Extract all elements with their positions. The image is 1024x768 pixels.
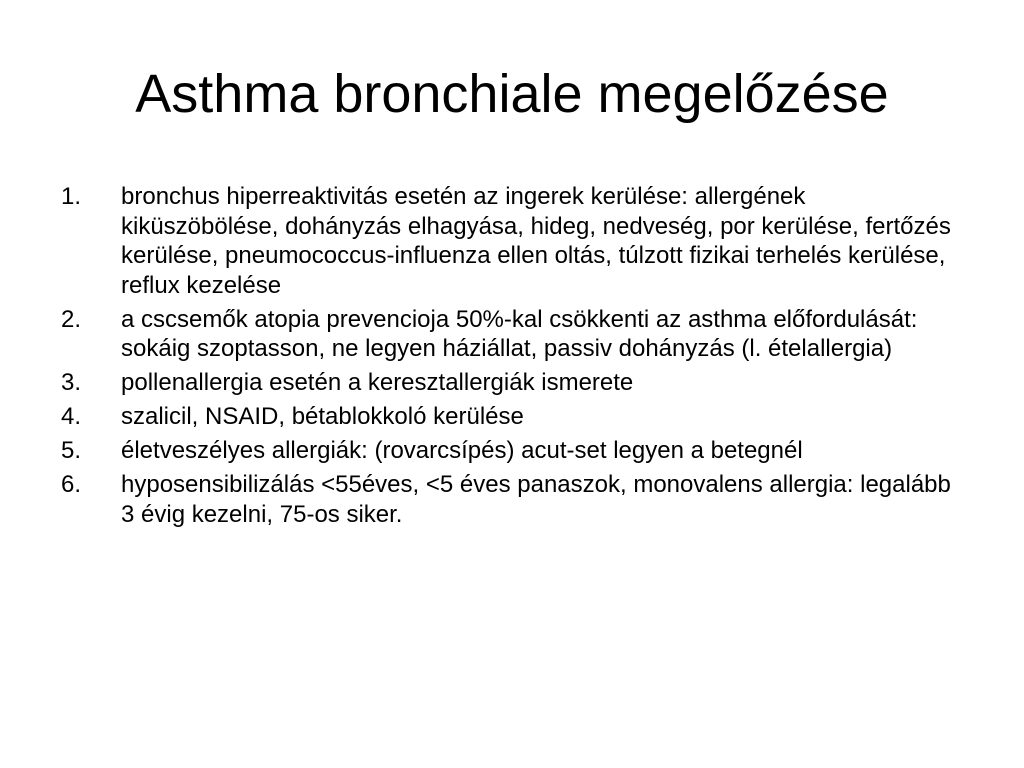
list-item: [61, 436, 961, 466]
list-item: [61, 470, 961, 529]
list-item: [61, 368, 961, 398]
numbered-list: [61, 182, 961, 534]
list-item-number: 4.: [61, 403, 82, 430]
list-item-text: pollenallergia esetén a keresztallergiák ismerete: [121, 369, 634, 396]
list-item: [61, 402, 961, 432]
list-item-text: szalicil, NSAID, bétablokkoló kerülése: [121, 403, 524, 430]
list-item-text: bronchus hiperreaktivitás esetén az ingerek kerülése: allergének kiküszöbölése, dohányzás elhagyása, hideg, nedveség, por kerülése, fertőzés kerülése, pneumococcus-influenza ellen oltás, túlzott fizikai terhelés kerülése, reflux kezelése: [121, 183, 951, 299]
list-item-number: 3.: [61, 369, 82, 396]
list-item-number: 1.: [61, 183, 82, 210]
list-item-text: hyposensibilizálás <55éves, <5 éves panaszok, monovalens allergia: legalább 3 évig kezelni, 75-os siker.: [121, 471, 951, 528]
list-item-number: 2.: [61, 305, 82, 333]
list-item-text: életveszélyes allergiák: (rovarcsípés) acut-set legyen a betegnél: [121, 437, 803, 464]
slide-title: Asthma bronchiale megelőzése: [135, 64, 889, 124]
list-item: [61, 305, 961, 364]
list-item-number: 6.: [61, 471, 82, 498]
list-item-number: 5.: [61, 437, 82, 464]
list-item: [61, 182, 961, 300]
list-item-text: a cscsemők atopia prevencioja 50%-kal csökkenti az asthma előfordulását: sokáig szoptasson, ne legyen háziállat, passiv dohányzás (l. ételallergia): [121, 305, 918, 362]
